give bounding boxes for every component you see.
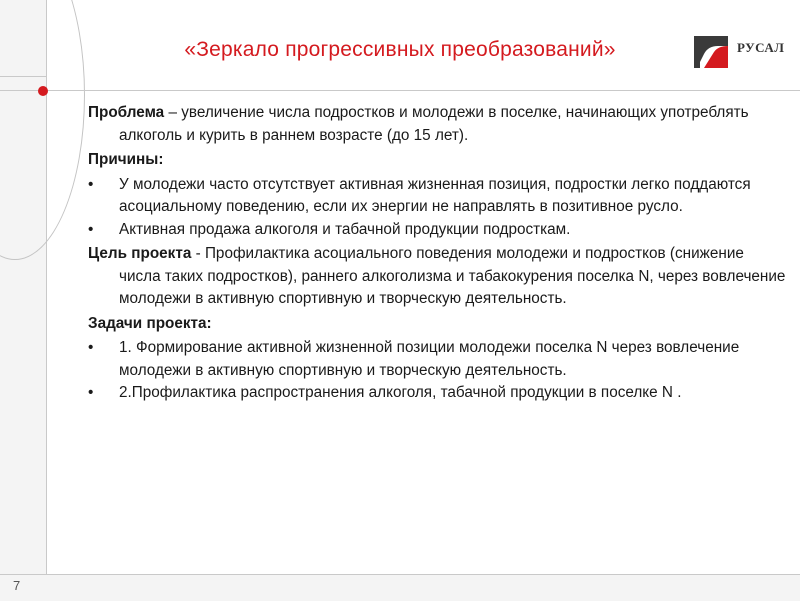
slide-body — [88, 102, 788, 407]
goal-paragraph — [88, 243, 788, 311]
accent-dot — [38, 86, 48, 96]
goal-heading: Цель проекта — [88, 245, 192, 262]
header-divider — [0, 90, 800, 91]
slide-title: «Зеркало прогрессивных преобразований» — [184, 38, 616, 61]
goal-text: - Профилактика асоциального поведения молодежи и подростков (снижение числа таких подростков), раннего алкоголизма и табакокурения поселка N, через вовлечение молодежи в активную спортивную и творческую деятельность. — [119, 245, 786, 307]
list-item-text: У молодежи часто отсутствует активная жизненная позиция, подростки легко поддаются асоциальному поведению, если их энергии не направлять в позитивное русло. — [119, 175, 751, 215]
list-item — [88, 174, 788, 219]
causes-heading: Причины: — [88, 151, 164, 168]
list-item — [88, 219, 788, 242]
causes-list — [88, 174, 788, 242]
list-item — [88, 382, 788, 405]
bullet-icon: • — [88, 175, 94, 193]
left-divider — [0, 76, 46, 77]
tasks-heading: Задачи проекта: — [88, 314, 212, 332]
decorative-arc — [0, 0, 85, 260]
list-item-text: Активная продажа алкоголя и табачной продукции подросткам. — [119, 220, 571, 238]
logo-text: РУСАЛ — [737, 40, 785, 55]
page-number: 7 — [13, 578, 21, 593]
list-item — [88, 337, 788, 382]
problem-paragraph — [88, 102, 788, 147]
tasks-list — [88, 337, 788, 405]
bullet-icon: • — [88, 384, 94, 401]
list-item-text: 2.Профилактика распространения алкоголя, табачной продукции в поселке N . — [119, 384, 682, 401]
list-item-text: 1. Формирование активной жизненной позиции молодежи поселка N через вовлечение молодежи в активную спортивную и творческую деятельность. — [119, 339, 740, 379]
problem-text: – увеличение числа подростков и молодежи в поселке, начинающих употреблять алкоголь и курить в раннем возрасте (до 15 лет). — [119, 104, 749, 144]
bullet-icon: • — [88, 339, 94, 356]
problem-heading: Проблема — [88, 104, 165, 121]
bullet-icon: • — [88, 220, 94, 238]
footer-band — [0, 574, 800, 601]
